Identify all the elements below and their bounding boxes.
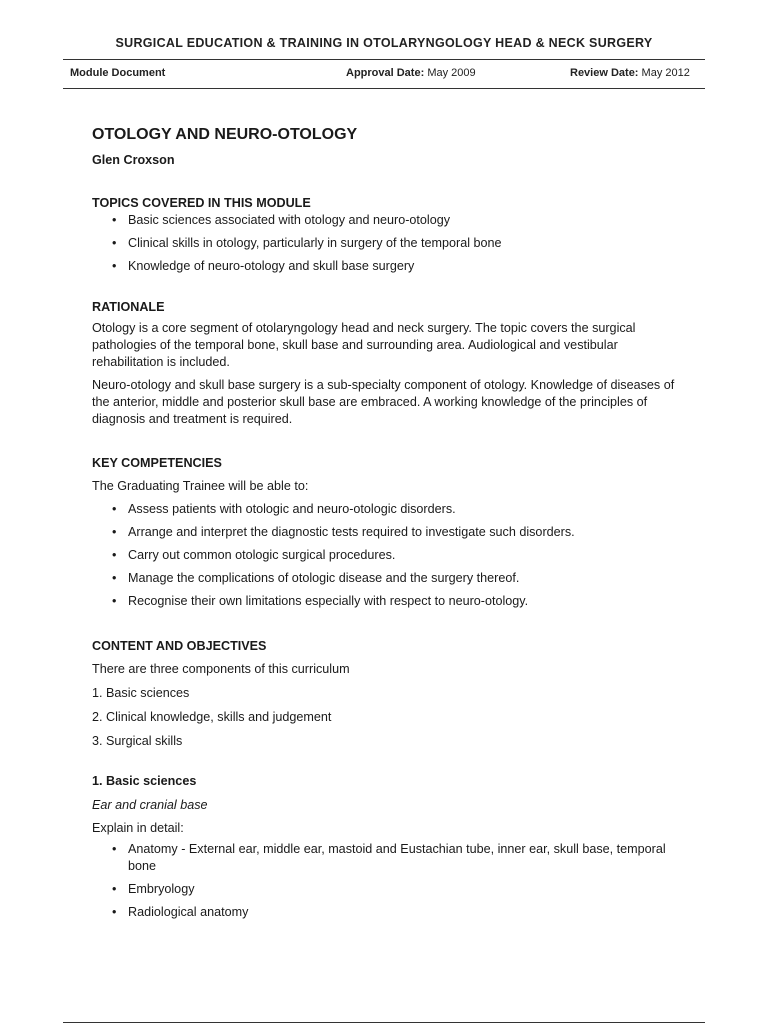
topics-list [92,212,677,275]
content-intro: There are three components of this curriculum [92,662,350,676]
list-item: • Anatomy - External ear, middle ear, mastoid and Eustachian tube, inner ear, skull base, temporal bone [112,842,666,873]
competencies-heading: KEY COMPETENCIES [92,456,222,470]
rationale-paragraph-2: Neuro-otology and skull base surgery is a sub-specialty component of otology. Knowledge of diseases of the anterior, middle and posterior skull base are embraced. A working knowledge of the principles of diagnosis and treatment is required. [92,378,675,426]
header-rule-top [63,59,705,60]
list-item: 3. Surgical skills [92,734,183,748]
topics-heading: TOPICS COVERED IN THIS MODULE [92,196,311,210]
approval-date: Approval Date: May 2009 [346,67,476,79]
basic-sciences-heading: 1. Basic sciences [92,774,197,788]
document-body [92,124,677,921]
list-item: • Recognise their own limitations especially with respect to neuro-otology. [112,594,529,608]
competencies-intro: The Graduating Trainee will be able to: [92,479,309,493]
list-item: • Arrange and interpret the diagnostic tests required to investigate such disorders. [112,525,575,539]
list-item: • Carry out common otologic surgical procedures. [112,548,396,562]
module-title: OTOLOGY AND NEURO-OTOLOGY [92,126,358,143]
list-item: • Manage the complications of otologic disease and the surgery thereof. [112,571,520,585]
basic-sciences-list [92,841,677,921]
review-date: Review Date: May 2012 [570,67,690,79]
header-rule-bottom [63,88,705,89]
list-item: • Radiological anatomy [112,905,249,919]
rationale-paragraph-1: Otology is a core segment of otolaryngology head and neck surgery. The topic covers the surgical pathologies of the temporal bone, skull base and surrounding area. Audiological and vestibular rehabilitation is included. [92,321,636,369]
list-item: • Knowledge of neuro-otology and skull base surgery [112,259,415,273]
basic-sciences-subheading: Ear and cranial base [92,798,208,812]
module-document-label: Module Document [70,67,166,79]
list-item: 2. Clinical knowledge, skills and judgement [92,710,332,724]
running-head: SURGICAL EDUCATION & TRAINING IN OTOLARYNGOLOGY HEAD & NECK SURGERY [115,36,653,50]
rationale-heading: RATIONALE [92,300,165,314]
list-item: • Clinical skills in otology, particularly in surgery of the temporal bone [112,236,502,250]
author-name: Glen Croxson [92,153,175,167]
competencies-list [92,501,677,610]
list-item: 1. Basic sciences [92,686,190,700]
content-list [92,685,677,750]
list-item: • Assess patients with otologic and neuro-otologic disorders. [112,502,456,516]
list-item: • Embryology [112,882,195,896]
basic-sciences-intro: Explain in detail: [92,821,184,835]
list-item: • Basic sciences associated with otology and neuro-otology [112,213,451,227]
content-heading: CONTENT AND OBJECTIVES [92,639,267,653]
footer-rule [63,1022,705,1023]
